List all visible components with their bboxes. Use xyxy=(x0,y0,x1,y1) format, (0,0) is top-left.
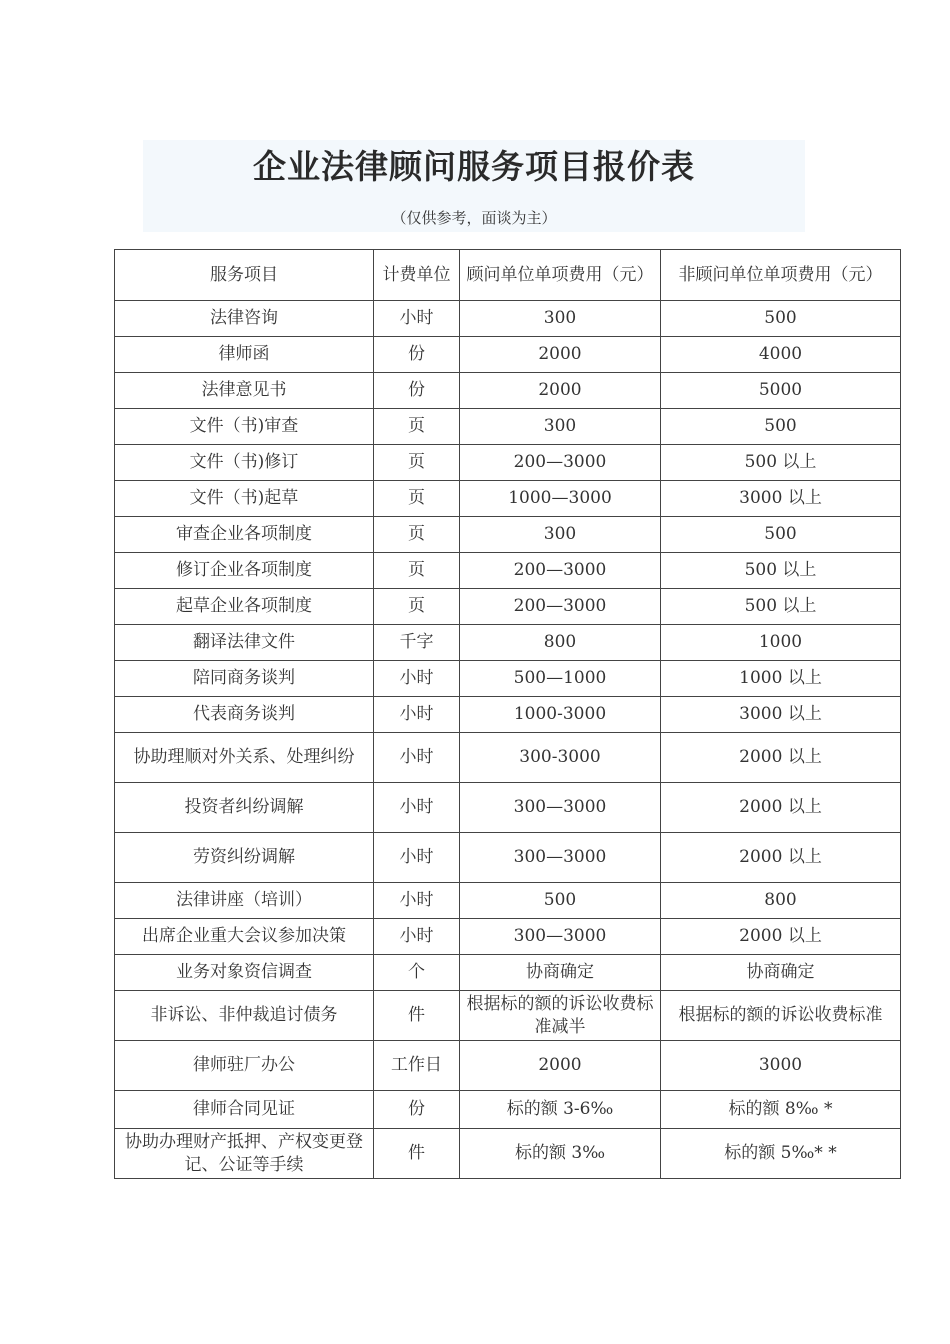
table-row xyxy=(115,481,901,517)
table-row xyxy=(115,883,901,919)
service-item-cell: 翻译法律文件 xyxy=(115,625,374,661)
table-body xyxy=(115,301,901,1179)
nonclient-fee-cell: 500 xyxy=(661,301,901,337)
table-row xyxy=(115,625,901,661)
table-row xyxy=(115,955,901,991)
billing-unit-cell: 小时 xyxy=(374,783,460,833)
nonclient-fee-cell: 800 xyxy=(661,883,901,919)
service-item-cell: 文件（书)审查 xyxy=(115,409,374,445)
billing-unit-cell: 小时 xyxy=(374,883,460,919)
client-fee-cell: 2000 xyxy=(460,337,661,373)
client-fee-cell: 300—3000 xyxy=(460,833,661,883)
service-item-cell: 劳资纠纷调解 xyxy=(115,833,374,883)
client-fee-cell: 300-3000 xyxy=(460,733,661,783)
nonclient-fee-cell: 5000 xyxy=(661,373,901,409)
service-item-cell: 投资者纠纷调解 xyxy=(115,783,374,833)
table-header-row xyxy=(115,250,901,301)
table-row xyxy=(115,373,901,409)
service-item-cell: 出席企业重大会议参加决策 xyxy=(115,919,374,955)
nonclient-fee-cell: 2000 以上 xyxy=(661,733,901,783)
nonclient-fee-cell: 协商确定 xyxy=(661,955,901,991)
page-subtitle: （仅供参考，面谈为主） xyxy=(391,209,557,227)
service-item-cell: 文件（书)起草 xyxy=(115,481,374,517)
client-fee-cell: 500—1000 xyxy=(460,661,661,697)
service-item-cell: 协助理顺对外关系、处理纠纷 xyxy=(115,733,374,783)
header-client-fee: 顾问单位单项费用（元） xyxy=(460,250,661,301)
billing-unit-cell: 小时 xyxy=(374,919,460,955)
billing-unit-cell: 件 xyxy=(374,991,460,1041)
nonclient-fee-cell: 2000 以上 xyxy=(661,919,901,955)
service-item-cell: 业务对象资信调查 xyxy=(115,955,374,991)
service-item-cell: 法律咨询 xyxy=(115,301,374,337)
billing-unit-cell: 页 xyxy=(374,481,460,517)
client-fee-cell: 2000 xyxy=(460,1041,661,1091)
client-fee-cell: 300 xyxy=(460,517,661,553)
page-title: 企业法律顾问服务项目报价表 xyxy=(253,147,695,186)
client-fee-cell: 1000-3000 xyxy=(460,697,661,733)
nonclient-fee-cell: 500 xyxy=(661,409,901,445)
service-item-cell: 非诉讼、非仲裁追讨债务 xyxy=(115,991,374,1041)
billing-unit-cell: 千字 xyxy=(374,625,460,661)
table-row xyxy=(115,991,901,1041)
table-row xyxy=(115,733,901,783)
table-row xyxy=(115,833,901,883)
client-fee-cell: 300 xyxy=(460,409,661,445)
nonclient-fee-cell: 3000 xyxy=(661,1041,901,1091)
title-block xyxy=(143,140,805,232)
billing-unit-cell: 页 xyxy=(374,517,460,553)
client-fee-cell: 2000 xyxy=(460,373,661,409)
service-item-cell: 法律意见书 xyxy=(115,373,374,409)
service-item-cell: 法律讲座（培训） xyxy=(115,883,374,919)
nonclient-fee-cell: 1000 xyxy=(661,625,901,661)
billing-unit-cell: 小时 xyxy=(374,301,460,337)
table-row xyxy=(115,445,901,481)
table-row xyxy=(115,697,901,733)
billing-unit-cell: 个 xyxy=(374,955,460,991)
table-row xyxy=(115,337,901,373)
table-row xyxy=(115,553,901,589)
billing-unit-cell: 份 xyxy=(374,337,460,373)
client-fee-cell: 200—3000 xyxy=(460,589,661,625)
client-fee-cell: 根据标的额的诉讼收费标准减半 xyxy=(460,991,661,1041)
price-table xyxy=(114,249,901,1179)
nonclient-fee-cell: 1000 以上 xyxy=(661,661,901,697)
billing-unit-cell: 页 xyxy=(374,589,460,625)
table-row xyxy=(115,919,901,955)
billing-unit-cell: 页 xyxy=(374,553,460,589)
nonclient-fee-cell: 500 以上 xyxy=(661,589,901,625)
nonclient-fee-cell: 标的额 5‰* * xyxy=(661,1129,901,1179)
client-fee-cell: 800 xyxy=(460,625,661,661)
billing-unit-cell: 小时 xyxy=(374,697,460,733)
client-fee-cell: 协商确定 xyxy=(460,955,661,991)
client-fee-cell: 200—3000 xyxy=(460,553,661,589)
table-row xyxy=(115,301,901,337)
service-item-cell: 审查企业各项制度 xyxy=(115,517,374,553)
client-fee-cell: 500 xyxy=(460,883,661,919)
service-item-cell: 修订企业各项制度 xyxy=(115,553,374,589)
service-item-cell: 律师驻厂办公 xyxy=(115,1041,374,1091)
client-fee-cell: 1000—3000 xyxy=(460,481,661,517)
billing-unit-cell: 小时 xyxy=(374,833,460,883)
service-item-cell: 文件（书)修订 xyxy=(115,445,374,481)
billing-unit-cell: 件 xyxy=(374,1129,460,1179)
service-item-cell: 律师函 xyxy=(115,337,374,373)
table-row xyxy=(115,517,901,553)
table-row xyxy=(115,1091,901,1129)
client-fee-cell: 300—3000 xyxy=(460,919,661,955)
client-fee-cell: 标的额 3‰ xyxy=(460,1129,661,1179)
service-item-cell: 陪同商务谈判 xyxy=(115,661,374,697)
billing-unit-cell: 页 xyxy=(374,445,460,481)
table-row xyxy=(115,1129,901,1179)
nonclient-fee-cell: 2000 以上 xyxy=(661,833,901,883)
client-fee-cell: 200—3000 xyxy=(460,445,661,481)
nonclient-fee-cell: 3000 以上 xyxy=(661,481,901,517)
nonclient-fee-cell: 500 xyxy=(661,517,901,553)
table-row xyxy=(115,661,901,697)
nonclient-fee-cell: 4000 xyxy=(661,337,901,373)
service-item-cell: 律师合同见证 xyxy=(115,1091,374,1129)
table-row xyxy=(115,589,901,625)
client-fee-cell: 300 xyxy=(460,301,661,337)
header-nonclient-fee: 非顾问单位单项费用（元） xyxy=(661,250,901,301)
header-service-item: 服务项目 xyxy=(115,250,374,301)
table-row xyxy=(115,409,901,445)
service-item-cell: 起草企业各项制度 xyxy=(115,589,374,625)
billing-unit-cell: 工作日 xyxy=(374,1041,460,1091)
service-item-cell: 代表商务谈判 xyxy=(115,697,374,733)
header-billing-unit: 计费单位 xyxy=(374,250,460,301)
table-row xyxy=(115,783,901,833)
nonclient-fee-cell: 根据标的额的诉讼收费标准 xyxy=(661,991,901,1041)
nonclient-fee-cell: 3000 以上 xyxy=(661,697,901,733)
nonclient-fee-cell: 500 以上 xyxy=(661,445,901,481)
billing-unit-cell: 小时 xyxy=(374,661,460,697)
billing-unit-cell: 小时 xyxy=(374,733,460,783)
nonclient-fee-cell: 500 以上 xyxy=(661,553,901,589)
client-fee-cell: 300—3000 xyxy=(460,783,661,833)
billing-unit-cell: 页 xyxy=(374,409,460,445)
nonclient-fee-cell: 2000 以上 xyxy=(661,783,901,833)
nonclient-fee-cell: 标的额 8‰ * xyxy=(661,1091,901,1129)
billing-unit-cell: 份 xyxy=(374,373,460,409)
billing-unit-cell: 份 xyxy=(374,1091,460,1129)
service-item-cell: 协助办理财产抵押、产权变更登记、公证等手续 xyxy=(115,1129,374,1179)
client-fee-cell: 标的额 3-6‰ xyxy=(460,1091,661,1129)
table-row xyxy=(115,1041,901,1091)
